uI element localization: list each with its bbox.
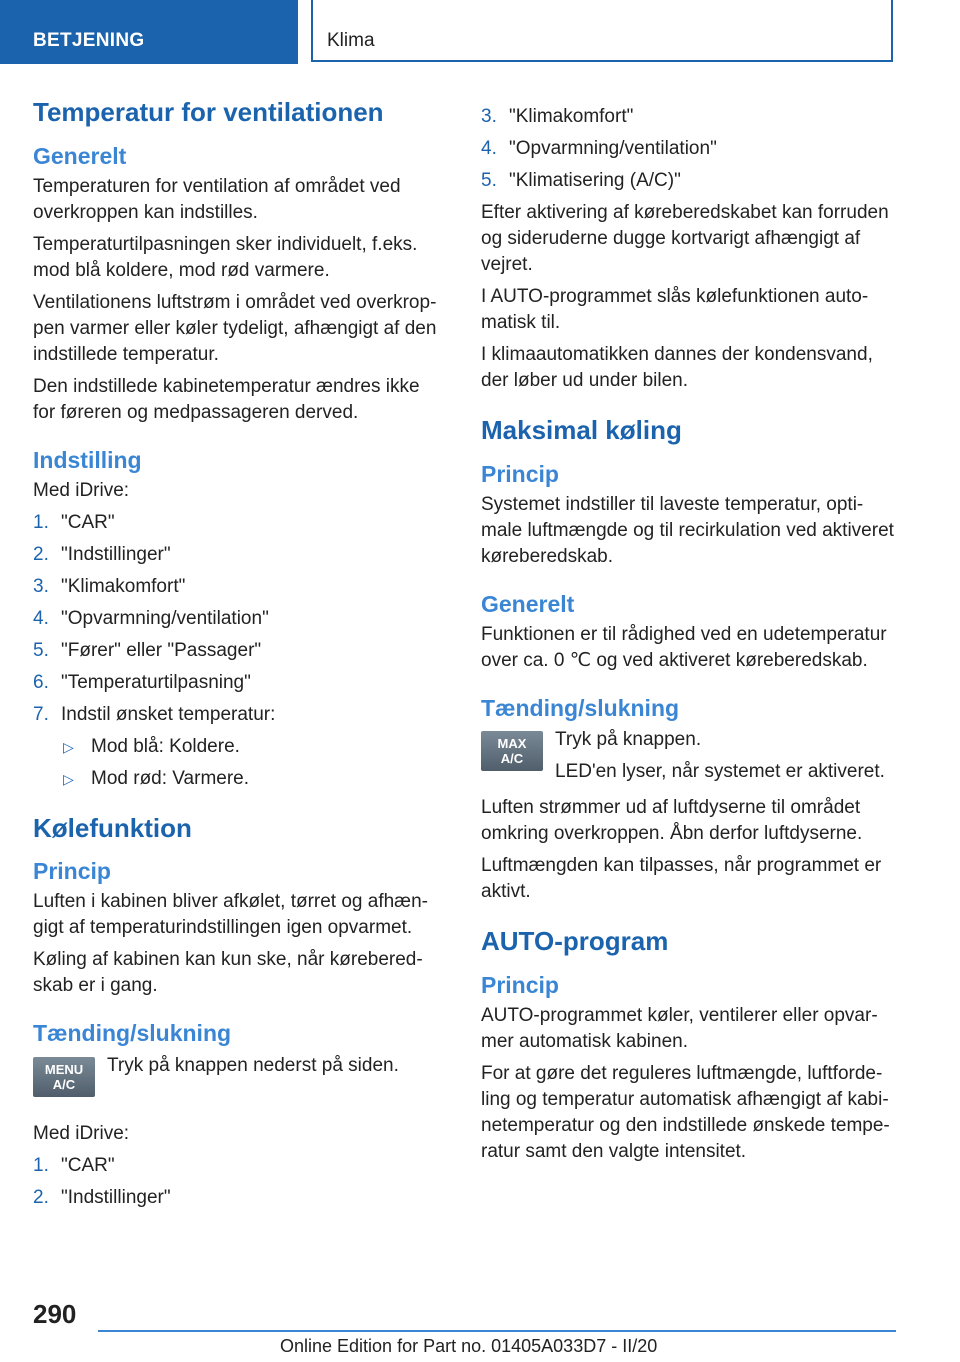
paragraph: Luften i kabinen bliver afkølet, tørret og afhæn- gigt af temperaturindstillingen igen opvarmet. [33,891,428,939]
list-item: 4. "Opvarmning/ventilation" [33,607,269,629]
list-item: 6. "Temperaturtilpasning" [33,671,251,693]
list-item: 3. "Klimakomfort" [481,106,634,127]
footer-divider [98,1330,896,1332]
paragraph: Temperaturen for ventilation af området ved overkroppen kan indstilles. [33,175,401,223]
paragraph: Ventilationens luftstrøm i området ved overkrop- pen varmer eller køler tydeligt, afhængigt af den indstillede temperatur. [33,291,437,365]
steps-list [33,1153,443,1211]
list-item: 5. "Fører" eller "Passager" [33,639,262,661]
max-ac-button-icon: MAX A/C [481,731,543,771]
left-column [33,96,443,1217]
title-kolefunktion: Kølefunktion [33,812,192,843]
footer-edition: Online Edition for Part no. 01405A033D7 - II/20 [280,1336,658,1356]
list-item: 2. "Indstillinger" [33,1187,171,1209]
paragraph: Efter aktivering af køreberedskabet kan forruden og sideruderne dugge kortvarigt afhængigt af vejret. [481,202,889,275]
sub-list-item: ▷ Mod blå: Koldere. [61,734,443,760]
paragraph: Luftmængden kan tilpasses, når programmet er aktivt. [481,855,882,903]
paragraph: Med iDrive: [33,1123,130,1145]
sub-list-item: ▷ Mod rød: Varmere. [61,766,443,792]
header-chapter-box [311,0,893,62]
list-item: 1. "CAR" [33,511,115,533]
sub-list [61,734,443,792]
list-item: 1. "CAR" [33,1155,115,1177]
heading-princip: Princip [33,858,111,885]
paragraph: Temperaturtilpasningen sker individuelt, f.eks. mod blå koldere, mod rød varmere. [33,233,418,281]
heading-princip: Princip [481,460,559,487]
paragraph: Funktionen er til rådighed ved en udetemperatur over ca. 0 ℃ og ved aktiveret køreberedskab. [481,623,887,671]
max-button-row [481,727,899,785]
steps-list [33,510,443,792]
paragraph: Med iDrive: [33,479,130,501]
section-label: BETJENING [33,30,145,51]
paragraph: I klimaautomatikken dannes der kondensvand, der løber ud under bilen. [481,344,873,391]
page-number: 290 [33,1299,77,1329]
paragraph: For at gøre det reguleres luftmængde, luftforde- ling og temperatur automatisk afhængigt af kabi- netemperatur og den indstillede ønskede tempe- ratur samt den valgte intensitet. [481,1063,890,1163]
heading-taending: Tænding/slukning [33,1020,232,1047]
menu-ac-button-icon: MENU A/C [33,1057,95,1097]
heading-generelt: Generelt [481,590,575,617]
paragraph: Den indstillede kabinetemperatur ændres ikke for føreren og medpassageren derved. [33,375,420,423]
list-item: 3. "Klimakomfort" [33,575,186,597]
paragraph: Luften strømmer ud af luftdyserne til området omkring overkroppen. Åbn derfor luftdyserne. [481,797,863,845]
paragraph: I AUTO-programmet slås kølefunktionen auto- matisk til. [481,286,869,333]
title-auto-program: AUTO-program [481,926,669,957]
paragraph: Systemet indstiller til laveste temperatur, opti- male luftmængde og til recirkulation ved aktiveret køreberedskab. [481,493,894,567]
list-item: 7. Indstil ønsket temperatur: ▷ Mod blå: Koldere. ▷ Mod rød: Varmere. [33,702,443,792]
paragraph: Køling af kabinen kan kun ske, når kørebered- skab er i gang. [33,949,423,997]
triangle-bullet-icon: ▷ [63,738,74,755]
paragraph: Tryk på knappen nederst på siden. [107,1055,399,1077]
heading-indstilling: Indstilling [33,446,142,473]
chapter-label: Klima [327,30,375,51]
paragraph: AUTO-programmet køler, ventilerer eller opvar- mer automatisk kabinen. [481,1005,878,1053]
triangle-bullet-icon: ▷ [63,770,74,787]
steps-list-continued [481,104,899,194]
list-item: 4. "Opvarmning/ventilation" [481,138,717,159]
header-section-tab [0,0,298,64]
paragraph: Tryk på knappen. [555,729,702,751]
list-item: 5. "Klimatisering (A/C)" [481,170,681,191]
menu-button-row [33,1053,443,1111]
heading-taending: Tænding/slukning [481,694,680,721]
heading-generelt: Generelt [33,142,127,169]
right-column [481,96,899,1171]
title-ventilation: Temperatur for ventilationen [33,97,384,127]
list-item: 2. "Indstillinger" [33,543,171,565]
heading-princip: Princip [481,972,559,999]
paragraph: LED'en lyser, når systemet er aktiveret. [555,761,885,783]
title-maksimal-koling: Maksimal køling [481,415,682,445]
